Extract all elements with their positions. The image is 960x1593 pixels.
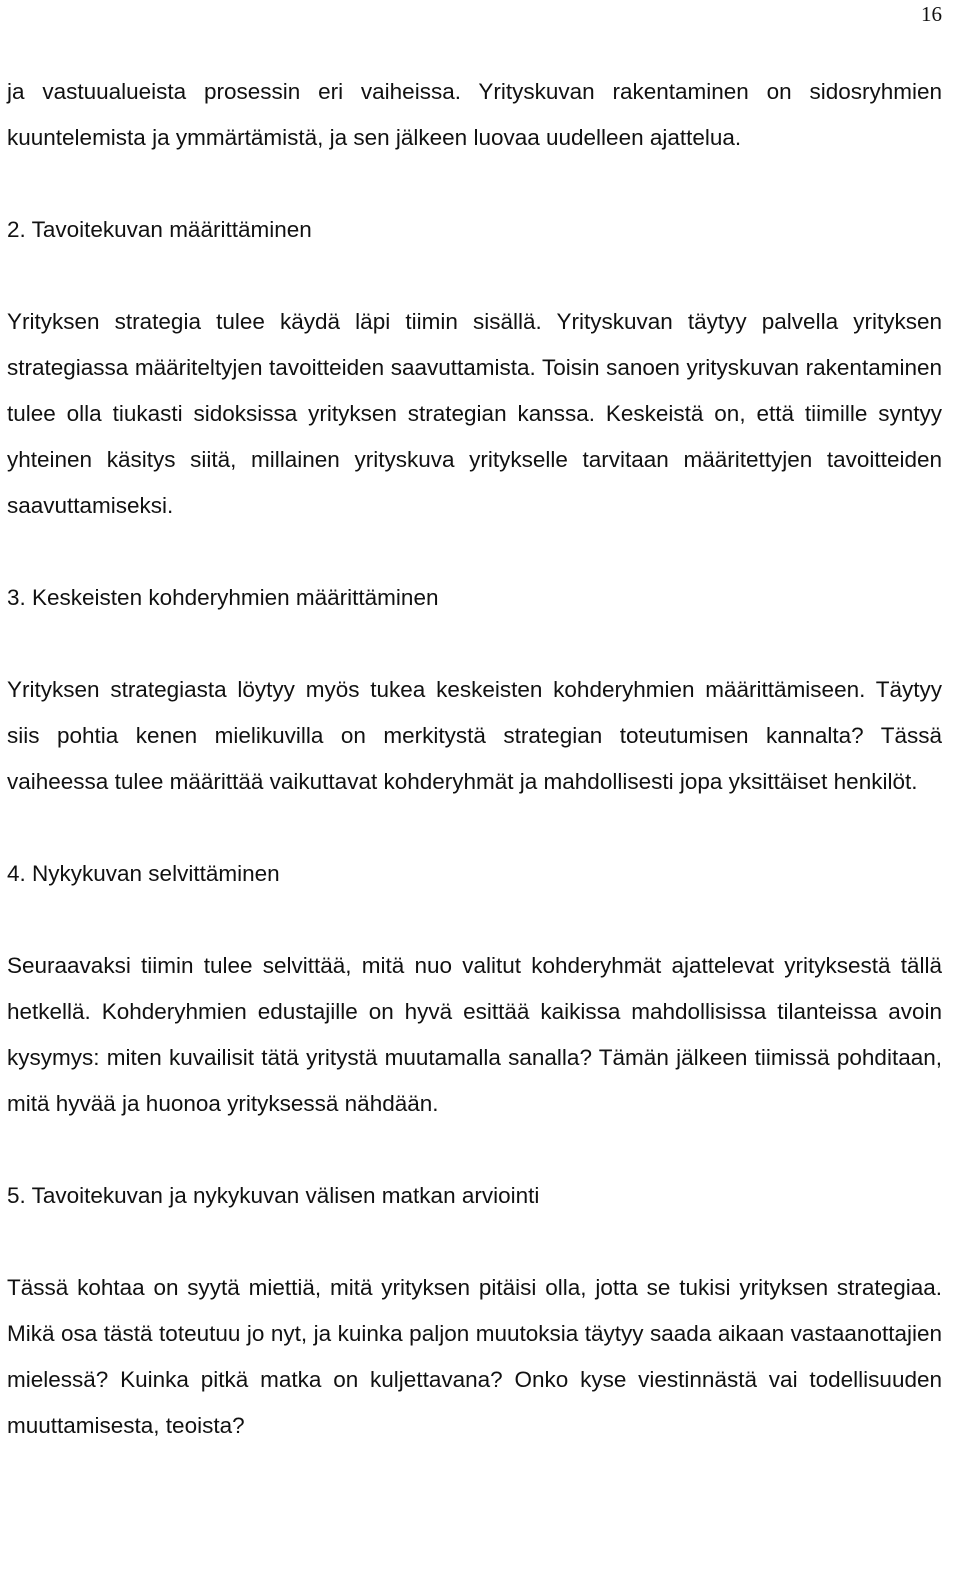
document-body: [7, 69, 942, 1449]
section-heading-3: 3. Keskeisten kohderyhmien määrittäminen: [7, 585, 439, 610]
paragraph-section-2: Yrityksen strategia tulee käydä läpi tiimin sisällä. Yrityskuvan täytyy palvella yrityksen strategiassa määriteltyjen tavoitteiden saavuttamista. Toisin sanoen yrityskuvan rakentaminen tulee olla tiukasti sidoksissa yrityksen strategian kanssa. Keskeistä on, että tiimille syntyy yhteinen käsitys siitä, millainen yrityskuva yritykselle tarvitaan määritettyjen tavoitteiden saavuttamiseksi.: [7, 309, 942, 518]
spacer: [7, 161, 942, 207]
section-heading-4: 4. Nykykuvan selvittäminen: [7, 861, 280, 886]
spacer: [7, 1127, 942, 1173]
spacer: [7, 1219, 942, 1265]
spacer: [7, 805, 942, 851]
spacer: [7, 253, 942, 299]
paragraph-section-5: Tässä kohtaa on syytä miettiä, mitä yrityksen pitäisi olla, jotta se tukisi yrityksen strategiaa. Mikä osa tästä toteutuu jo nyt, ja kuinka paljon muutoksia täytyy saada aikaan vastaanottajien mielessä? Kuinka pitkä matka on kuljettavana? Onko kyse viestinnästä vai todellisuuden muuttamisesta, teoista?: [7, 1275, 942, 1438]
paragraph-section-4: Seuraavaksi tiimin tulee selvittää, mitä nuo valitut kohderyhmät ajattelevat yrityksestä tällä hetkellä. Kohderyhmien edustajille on hyvä esittää kaikissa mahdollisissa tilanteissa avoin kysymys: miten kuvailisit tätä yritystä muutamalla sanalla? Tämän jälkeen tiimissä pohditaan, mitä hyvää ja huonoa yrityksessä nähdään.: [7, 953, 942, 1116]
paragraph-intro: ja vastuualueista prosessin eri vaiheissa. Yrityskuvan rakentaminen on sidosryhmien kuuntelemista ja ymmärtämistä, ja sen jälkeen luovaa uudelleen ajattelua.: [7, 79, 942, 150]
spacer: [7, 529, 942, 575]
spacer: [7, 621, 942, 667]
spacer: [7, 897, 942, 943]
paragraph-section-3: Yrityksen strategiasta löytyy myös tukea keskeisten kohderyhmien määrittämiseen. Täytyy siis pohtia kenen mielikuvilla on merkitystä strategian toteutumisen kannalta? Tässä vaiheessa tulee määrittää vaikuttavat kohderyhmät ja mahdollisesti jopa yksittäiset henkilöt.: [7, 677, 942, 794]
section-heading-5: 5. Tavoitekuvan ja nykykuvan välisen matkan arviointi: [7, 1183, 540, 1208]
section-heading-2: 2. Tavoitekuvan määrittäminen: [7, 217, 312, 242]
page-number: 16: [921, 2, 942, 26]
